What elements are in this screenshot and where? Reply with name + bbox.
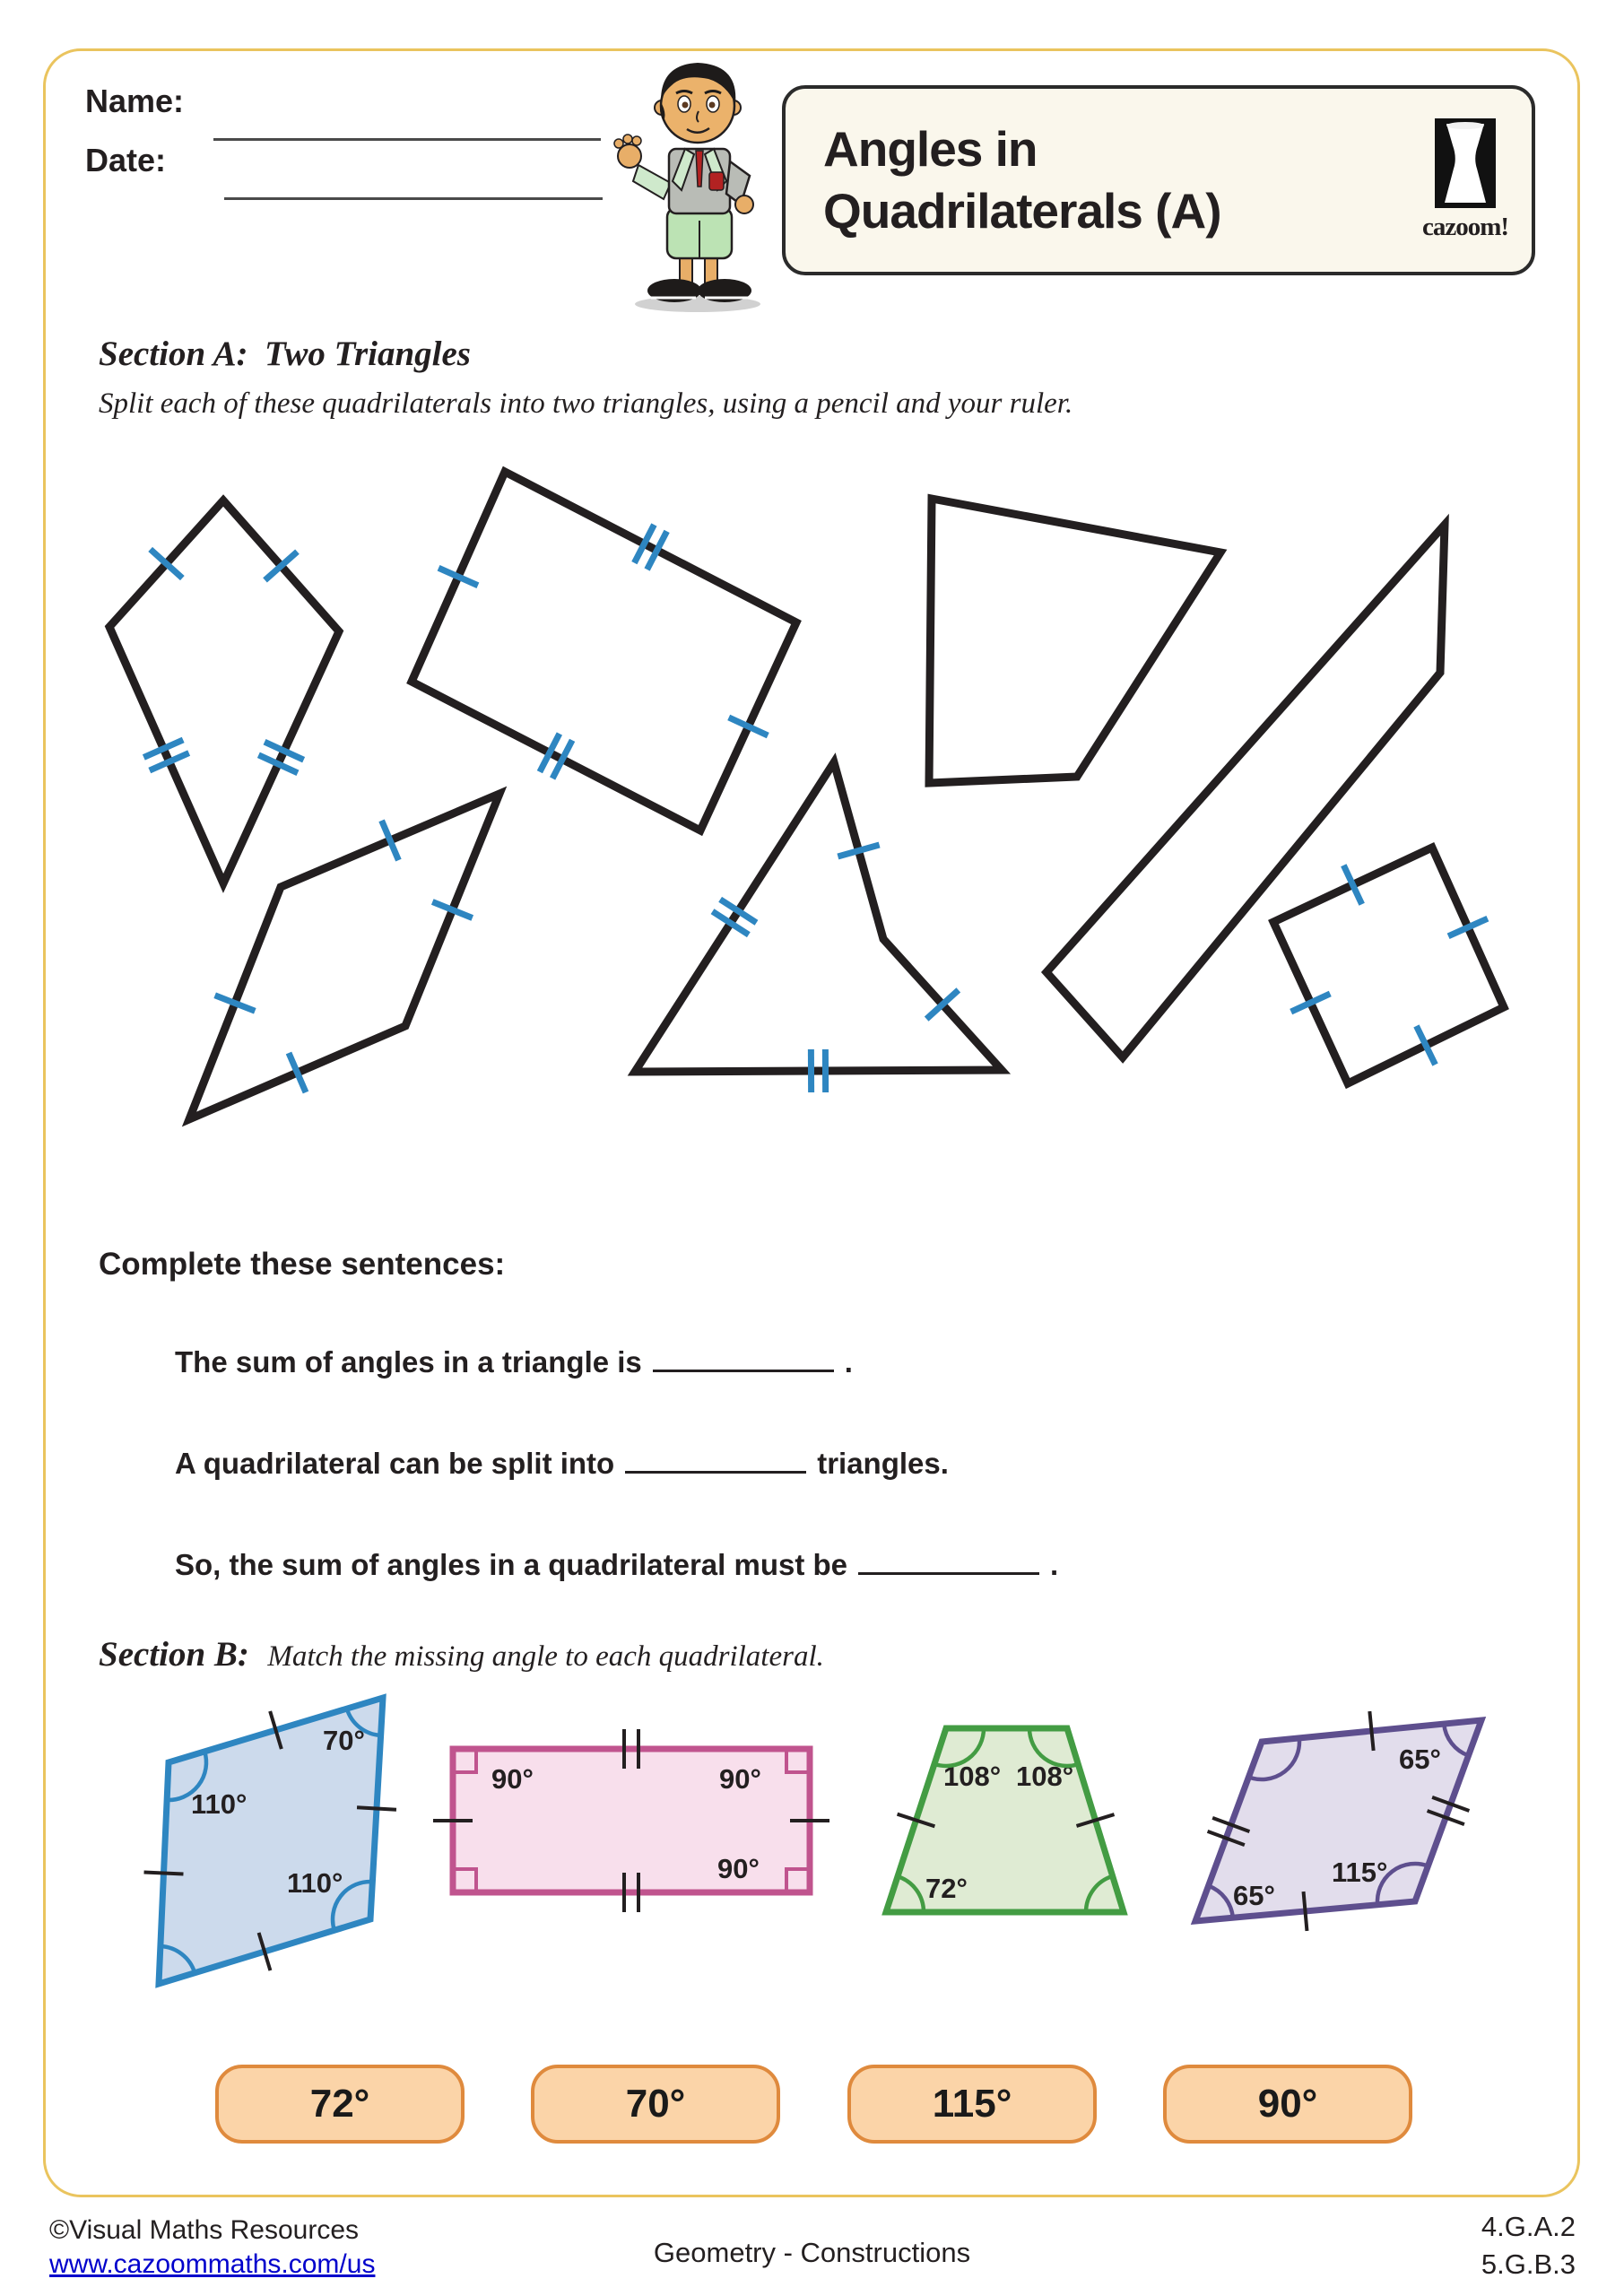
copyright-text: ©Visual Maths Resources — [49, 2215, 360, 2245]
section-b-label: Section B: — [99, 1635, 249, 1674]
shape-rhombus — [189, 794, 499, 1119]
angle-value: 72° — [925, 1873, 968, 1904]
angle-value: 90° — [719, 1763, 761, 1795]
shape-kite — [109, 500, 339, 883]
footer-topic: Geometry - Constructions — [653, 2237, 971, 2268]
angle-value: 115° — [1332, 1857, 1388, 1888]
cazoom-website-link[interactable]: www.cazoommaths.com/us — [49, 2248, 376, 2279]
angle-value: 108° — [943, 1761, 1002, 1792]
shape-arrowhead-quadrilateral — [635, 762, 1002, 1072]
standard-2: 5.G.B.3 — [1481, 2248, 1576, 2280]
sentence-3-period: . — [1050, 1548, 1059, 1581]
section-b-heading — [99, 1634, 824, 1674]
angle-value: 108° — [1016, 1761, 1074, 1792]
answer-chip-70[interactable]: 70° — [531, 2065, 780, 2144]
sentence-1-blank[interactable] — [653, 1343, 834, 1372]
shape-rectangle — [412, 472, 796, 831]
sentence-1 — [175, 1343, 853, 1379]
date-label: Date: — [85, 142, 167, 178]
section-a-shapes — [109, 472, 1504, 1119]
shape-blue-parallelogram — [144, 1698, 396, 1984]
shape-irregular-quadrilateral — [929, 499, 1220, 783]
angle-value: 90° — [491, 1763, 534, 1795]
tick-mark — [144, 1873, 184, 1874]
sentence-3-blank[interactable] — [858, 1545, 1039, 1575]
title-line-1: Angles in — [823, 121, 1038, 178]
sentence-1-period: . — [844, 1345, 853, 1378]
section-a-instruction: Split each of these quadrilaterals into two triangles, using a pencil and your ruler. — [99, 387, 1073, 420]
shape-green-trapezoid — [886, 1728, 1124, 1912]
answer-chip-90[interactable]: 90° — [1163, 2065, 1412, 2144]
shape-purple-parallelogram — [1195, 1711, 1481, 1931]
answer-chip-72[interactable]: 72° — [215, 2065, 465, 2144]
sentence-3 — [175, 1545, 1058, 1582]
sentence-2-blank[interactable] — [625, 1444, 806, 1474]
sentence-2 — [175, 1444, 949, 1481]
sentence-3-text: So, the sum of angles in a quadrilateral must be — [175, 1548, 847, 1581]
answer-chip-115[interactable]: 115° — [847, 2065, 1097, 2144]
cazoom-logo-text: cazoom! — [1422, 213, 1509, 241]
sentence-2-suffix: triangles. — [817, 1447, 949, 1480]
angle-value: 65° — [1399, 1744, 1441, 1775]
angle-value: 90° — [717, 1853, 760, 1884]
sentences-heading: Complete these sentences: — [99, 1247, 506, 1282]
shape-square — [1273, 848, 1504, 1083]
sentence-1-text: The sum of angles in a triangle is — [175, 1345, 642, 1378]
shape-thin-quadrilateral — [1046, 525, 1445, 1057]
footer-standards — [1481, 2208, 1576, 2283]
angle-value: 110° — [191, 1788, 248, 1820]
angle-value: 110° — [287, 1867, 343, 1899]
angle-value: 70° — [323, 1725, 365, 1756]
title-line-2: Quadrilaterals (A) — [823, 183, 1221, 239]
sentence-2-text: A quadrilateral can be split into — [175, 1447, 615, 1480]
section-b-instruction: Match the missing angle to each quadrilateral. — [267, 1640, 824, 1673]
standard-1: 4.G.A.2 — [1481, 2211, 1576, 2242]
shape-pink-rectangle — [433, 1729, 829, 1912]
name-label: Name: — [85, 83, 185, 119]
angle-value: 65° — [1233, 1880, 1275, 1911]
section-a-label: Section A: — [99, 335, 248, 373]
section-a-title: Two Triangles — [264, 335, 471, 373]
tick-mark — [357, 1807, 396, 1809]
